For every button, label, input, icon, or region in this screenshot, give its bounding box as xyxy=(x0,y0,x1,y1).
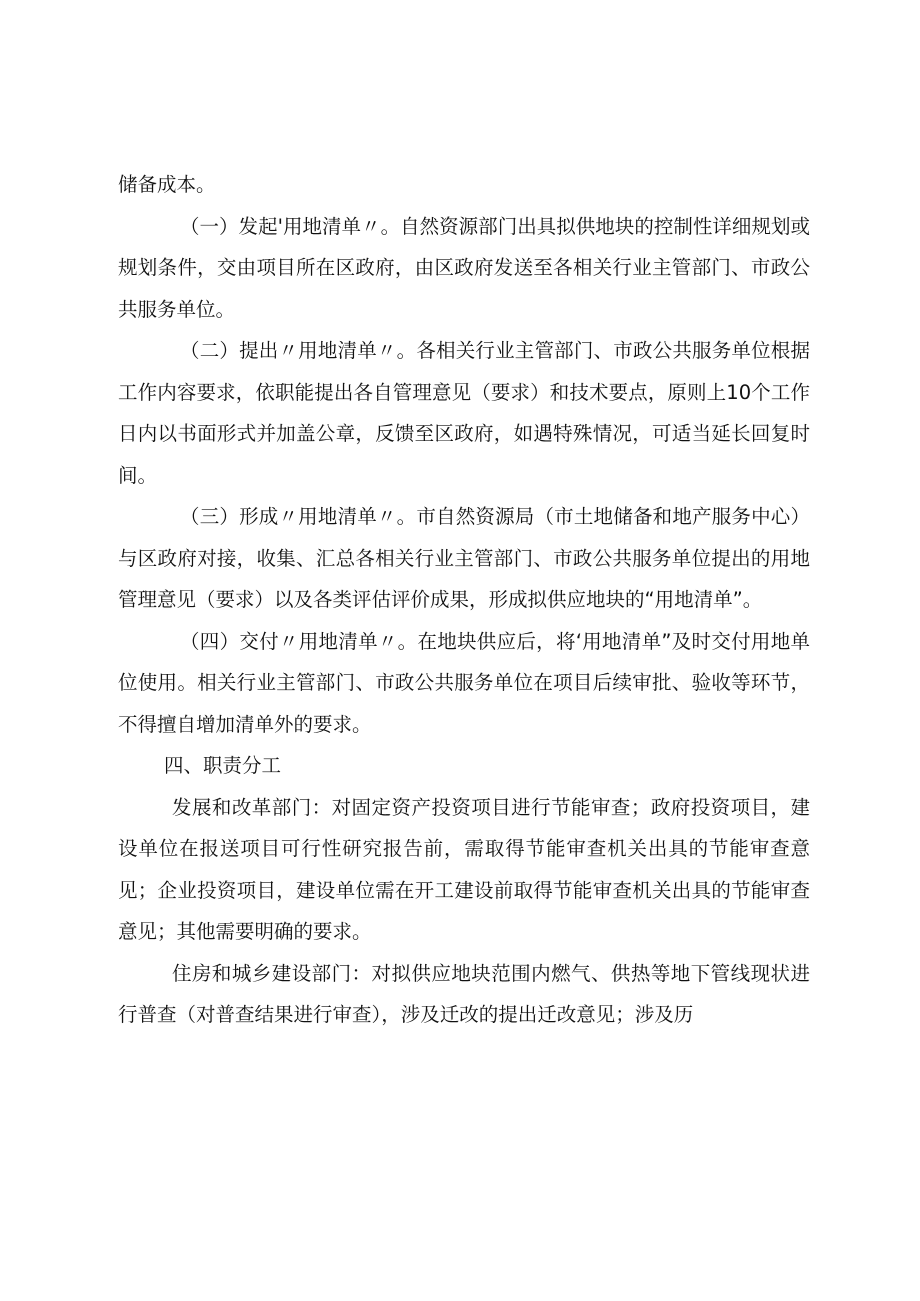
paragraph-housing-construction: 住房和城乡建设部门：对拟供应地块范围内燃气、供热等地下管线现状进行普查（对普查结果进行审查），涉及迁改的提出迁改意见；涉及历 xyxy=(118,961,810,1026)
document-body xyxy=(118,164,810,1036)
section-heading-duties: 四、职责分工 xyxy=(164,754,282,777)
paragraph-step-1: （一）发起'用地清单〃。自然资源部门出具拟供地块的控制性详细规划或规划条件，交由项目所在区政府，由区政府发送至各相关行业主管部门、市政公共服务单位。 xyxy=(118,214,810,321)
paragraph-step-2: （二）提出〃用地清单〃。各相关行业主管部门、市政公共服务单位根据工作内容要求，依职能提出各自管理意见（要求）和技术要点，原则上10个工作日内以书面形式并加盖公章，反馈至区政府，如遇特殊情况，可适当延长回复时间。 xyxy=(118,339,810,487)
paragraph-continuation: 储备成本。 xyxy=(118,173,216,196)
paragraph-step-3: （三）形成〃用地清单〃。市自然资源局（市土地储备和地产服务中心）与区政府对接，收集、汇总各相关行业主管部门、市政公共服务单位提出的用地管理意见（要求）以及各类评估评价成果，形成拟供应地块的“用地清单”。 xyxy=(118,505,810,611)
paragraph-step-4: （四）交付〃用地清单〃。在地块供应后，将‘用地清单”及时交付用地单位使用。相关行业主管部门、市政公共服务单位在项目后续审批、验收等环节，不得擅自增加清单外的要求。 xyxy=(118,629,810,736)
paragraph-development-reform: 发展和改革部门：对固定资产投资项目进行节能审查；政府投资项目，建设单位在报送项目可行性研究报告前，需取得节能审查机关出具的节能审查意见；企业投资项目，建设单位需在开工建设前取得节能审查机关出具的节能审查意见；其他需要明确的要求。 xyxy=(118,795,810,943)
